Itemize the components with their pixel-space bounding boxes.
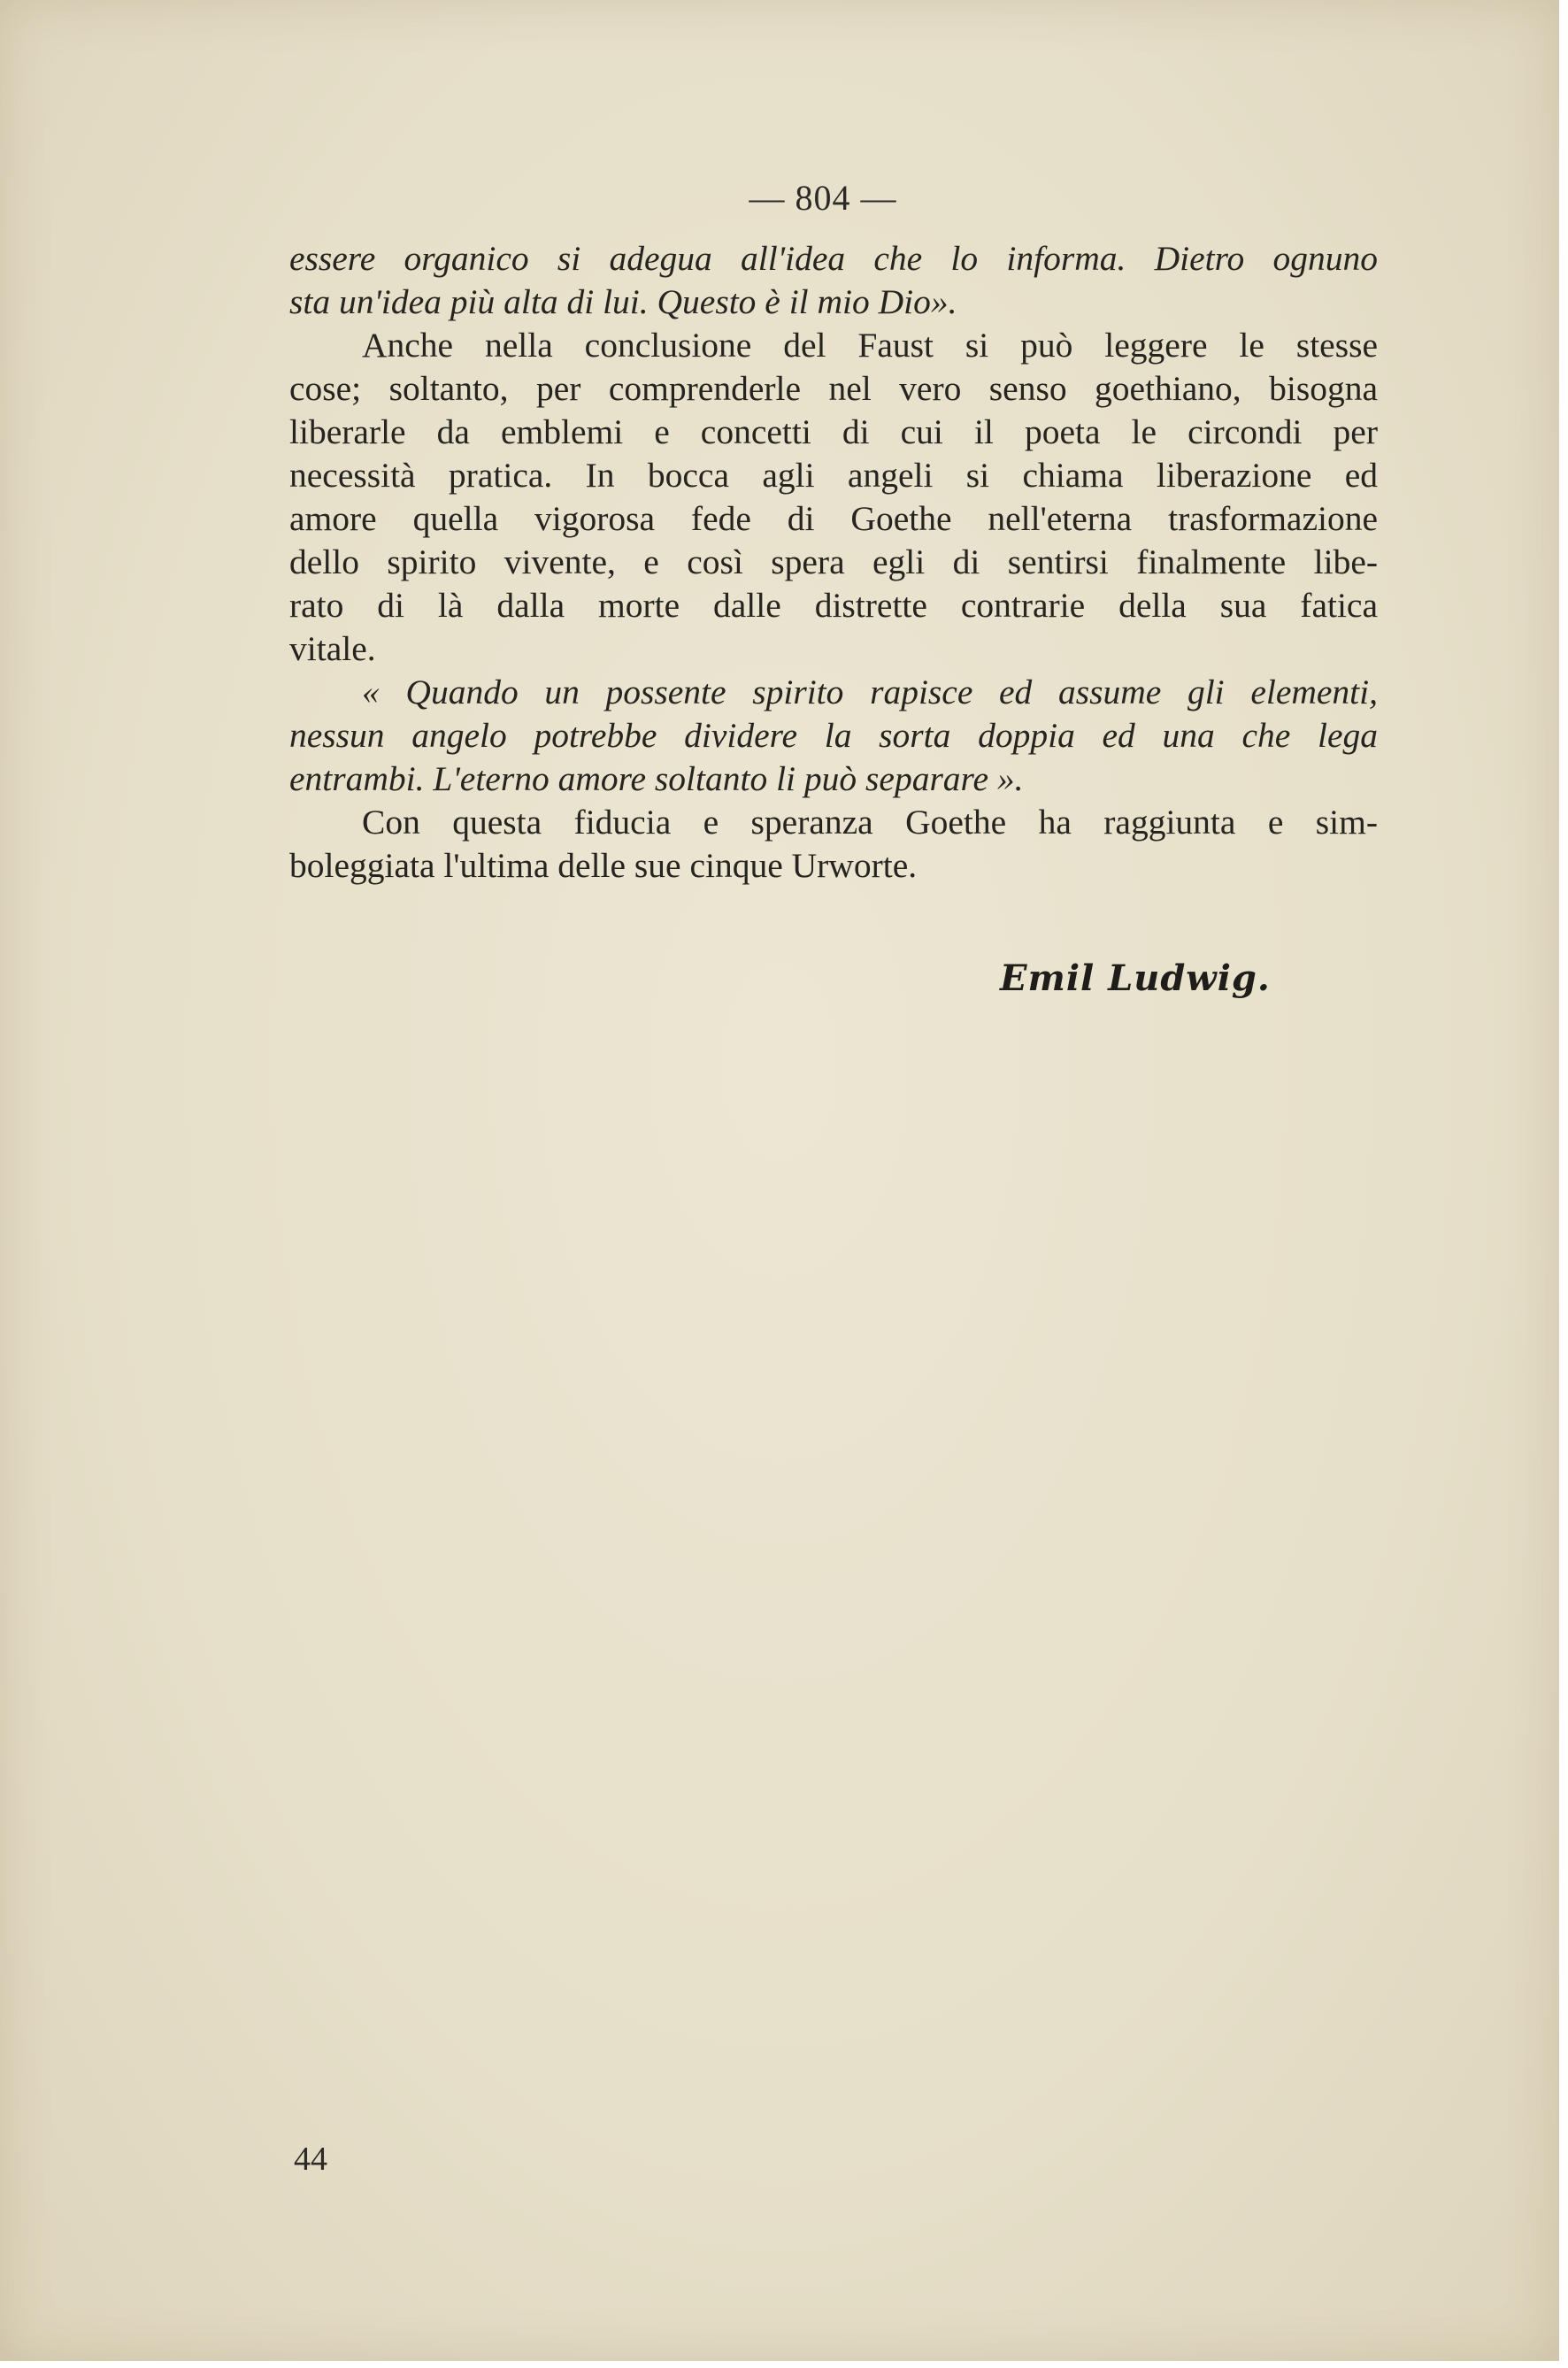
text-line-2: sta un'idea più alta di lui. Questo è il mio Dio». — [289, 282, 957, 321]
text-line-10: vitale. — [289, 629, 376, 668]
text-line-7: amore quella vigorosa fede di Goethe nell'eterna trasformazione — [289, 499, 1378, 538]
text-line-11: « Quando un possente spirito rapisce ed assume gli elementi, — [362, 673, 1378, 711]
text-line-9: rato di là dalla morte dalle distrette contrarie della sua fatica — [289, 586, 1378, 625]
author-signature: Emil Ludwig. — [1000, 957, 1271, 999]
text-line-4: cose; soltanto, per comprenderle nel vero senso goethiano, bisogna — [289, 369, 1378, 408]
text-line-3: Anche nella conclusione del Faust si può leggere le stesse — [362, 326, 1378, 365]
text-line-15: boleggiata l'ultima delle sue cinque Urworte. — [289, 846, 918, 885]
page-number: — 804 — — [749, 178, 897, 218]
text-line-13: entrambi. L'eterno amore soltanto li può separare ». — [289, 759, 1024, 798]
gathering-mark: 44 — [294, 2141, 327, 2178]
text-line-6: necessità pratica. In bocca agli angeli si chiama liberazione ed — [289, 456, 1378, 495]
text-line-14: Con questa fiducia e speranza Goethe ha raggiunta e sim- — [362, 803, 1378, 842]
text-line-12: nessun angelo potrebbe dividere la sorta doppia ed una che lega — [289, 716, 1378, 755]
text-line-8: dello spirito vivente, e così spera egli di sentirsi finalmente libe- — [289, 542, 1378, 581]
text-line-5: liberarle da emblemi e concetti di cui il poeta le circondi per — [289, 412, 1378, 451]
body-text — [289, 237, 1378, 888]
text-line-1: essere organico si adegua all'idea che lo informa. Dietro ognuno — [289, 239, 1378, 278]
